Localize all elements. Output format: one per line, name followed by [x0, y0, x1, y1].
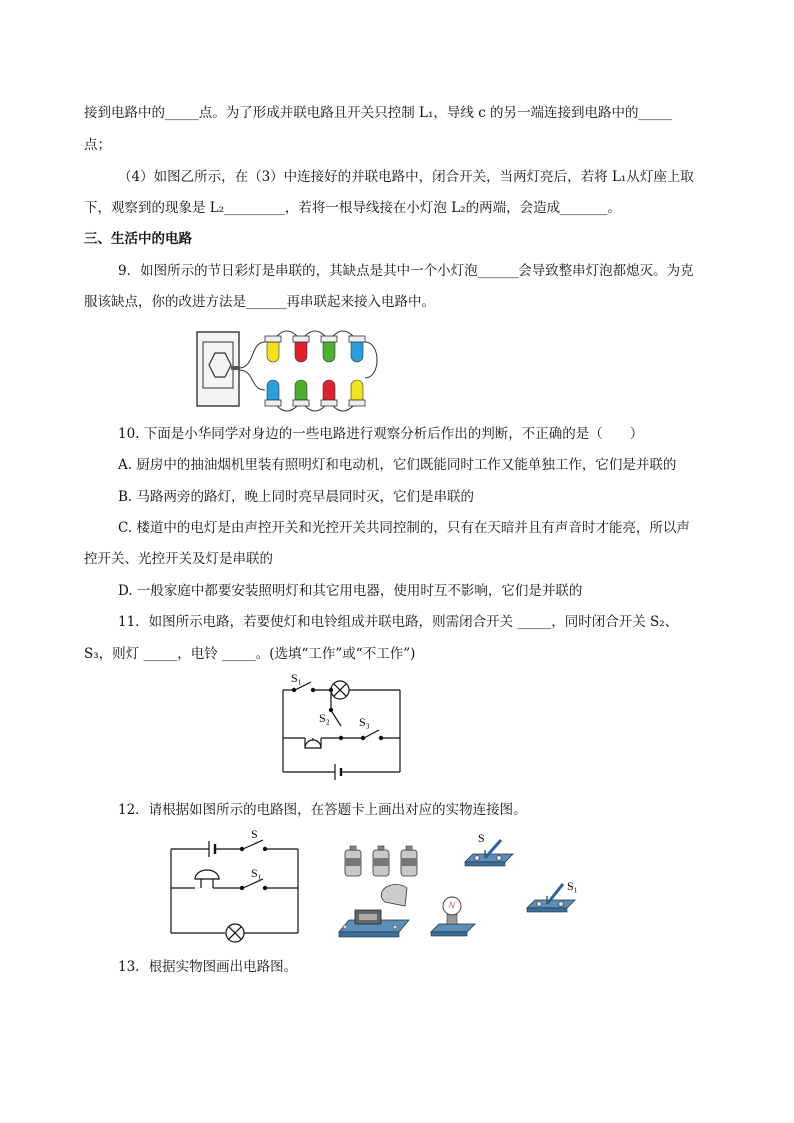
switch-s-blade — [243, 840, 263, 849]
bell-icon — [305, 740, 321, 748]
wire — [305, 406, 325, 411]
label-s2: S₂ — [319, 711, 330, 725]
label-s1: S₁ — [291, 671, 302, 685]
q10-option-c-line2: 控开关、光控开关及灯是串联的 — [84, 551, 273, 567]
q11-circuit-diagram — [275, 668, 410, 780]
q12-circuit-diagram — [165, 825, 305, 950]
bulb — [349, 380, 365, 406]
q12-stem: 12．请根据如图所示的电路图，在答题卡上画出对应的实物连接图。 — [118, 802, 527, 818]
bell-icon — [195, 870, 219, 879]
q8-sub4-line2: 下，观察到的现象是 L₂_________，若将一根导线接在小灯泡 L₂的两端，会造成_______。 — [84, 200, 621, 216]
bulb — [349, 336, 365, 362]
wire — [333, 331, 353, 336]
switch-s2-blade — [332, 712, 341, 726]
label-real-s1: S₁ — [567, 879, 578, 893]
q10-stem: 10. 下面是小华同学对身边的一些电路进行观察分析后作出的判断，不正确的是（ ） — [118, 426, 644, 442]
battery-group — [345, 846, 417, 876]
q8-line2: 点； — [84, 137, 111, 153]
q12-real-components — [335, 828, 595, 940]
q10-option-b: B. 马路两旁的路灯，晚上同时亮早晨同时灭，它们是串联的 — [118, 489, 475, 505]
wire — [277, 406, 297, 411]
bulb — [293, 380, 309, 406]
bottom-bulb-row — [265, 380, 365, 411]
bulb — [265, 380, 281, 406]
battery-icon — [373, 846, 389, 876]
wire — [277, 331, 297, 336]
q10-option-d: D. 一般家庭中都要安装照明灯和其它用电器，使用时互不影响，它们是并联的 — [118, 583, 583, 599]
q11-line1: 11．如图所示电路，若要使灯和电铃组成并联电路，则需闭合开关 _____，同时闭合开关 S₂、 — [118, 614, 679, 630]
battery-icon — [401, 846, 417, 876]
festive-lights-figure — [195, 322, 385, 412]
electric-bell — [339, 884, 409, 937]
q11-line2: S₃，则灯 _____，电铃 _____。(选填“工作”或“不工作”) — [84, 646, 416, 662]
label-s1: S₁ — [251, 866, 262, 880]
q9-line2: 服该缺点，你的改进方法是______再串联起来接入电路中。 — [84, 294, 435, 310]
wire — [305, 331, 325, 336]
battery-icon — [345, 846, 361, 876]
q8-sub4-line1: （4）如图乙所示，在（3）中连接好的并联电路中，闭合开关，当两灯亮后，若将 L₁从灯座上取 — [118, 169, 694, 185]
knife-switch-s — [465, 840, 513, 866]
switch-s1-blade — [243, 879, 263, 888]
wire — [239, 342, 265, 368]
bulb — [293, 336, 309, 362]
q9-line1: 9．如图所示的节日彩灯是串联的，其缺点是其中一个小灯泡______会导致整串灯泡都熄灭。为克 — [118, 263, 694, 279]
q10-option-c-line1: C. 楼道中的电灯是由声控开关和光控开关共同控制的，只有在天暗并且有声音时才能亮，所以声 — [118, 520, 690, 536]
plug-pin — [231, 366, 239, 370]
wire — [365, 342, 377, 378]
label-s3: S₃ — [359, 715, 370, 729]
wire — [333, 406, 353, 411]
bulb — [265, 336, 281, 362]
switch-s3-blade — [364, 730, 379, 738]
q10-option-a: A. 厨房中的抽油烟机里装有照明灯和电动机，它们既能同时工作又能单独工作，它们是并联的 — [118, 457, 677, 473]
top-bulb-row — [265, 331, 365, 362]
lamp-holder — [431, 897, 475, 936]
label-s: S — [251, 827, 258, 841]
q13-stem: 13．根据实物图画出电路图。 — [118, 959, 298, 975]
label-real-s: S — [478, 831, 485, 845]
wire — [239, 370, 265, 390]
q8-line1: 接到电路中的_____点。为了形成并联电路且开关只控制 L₁，导线 c 的另一端连接到电路中的_____ — [84, 105, 673, 121]
section-title: 三、生活中的电路 — [84, 231, 192, 247]
bulb — [321, 336, 337, 362]
bulb — [321, 380, 337, 406]
